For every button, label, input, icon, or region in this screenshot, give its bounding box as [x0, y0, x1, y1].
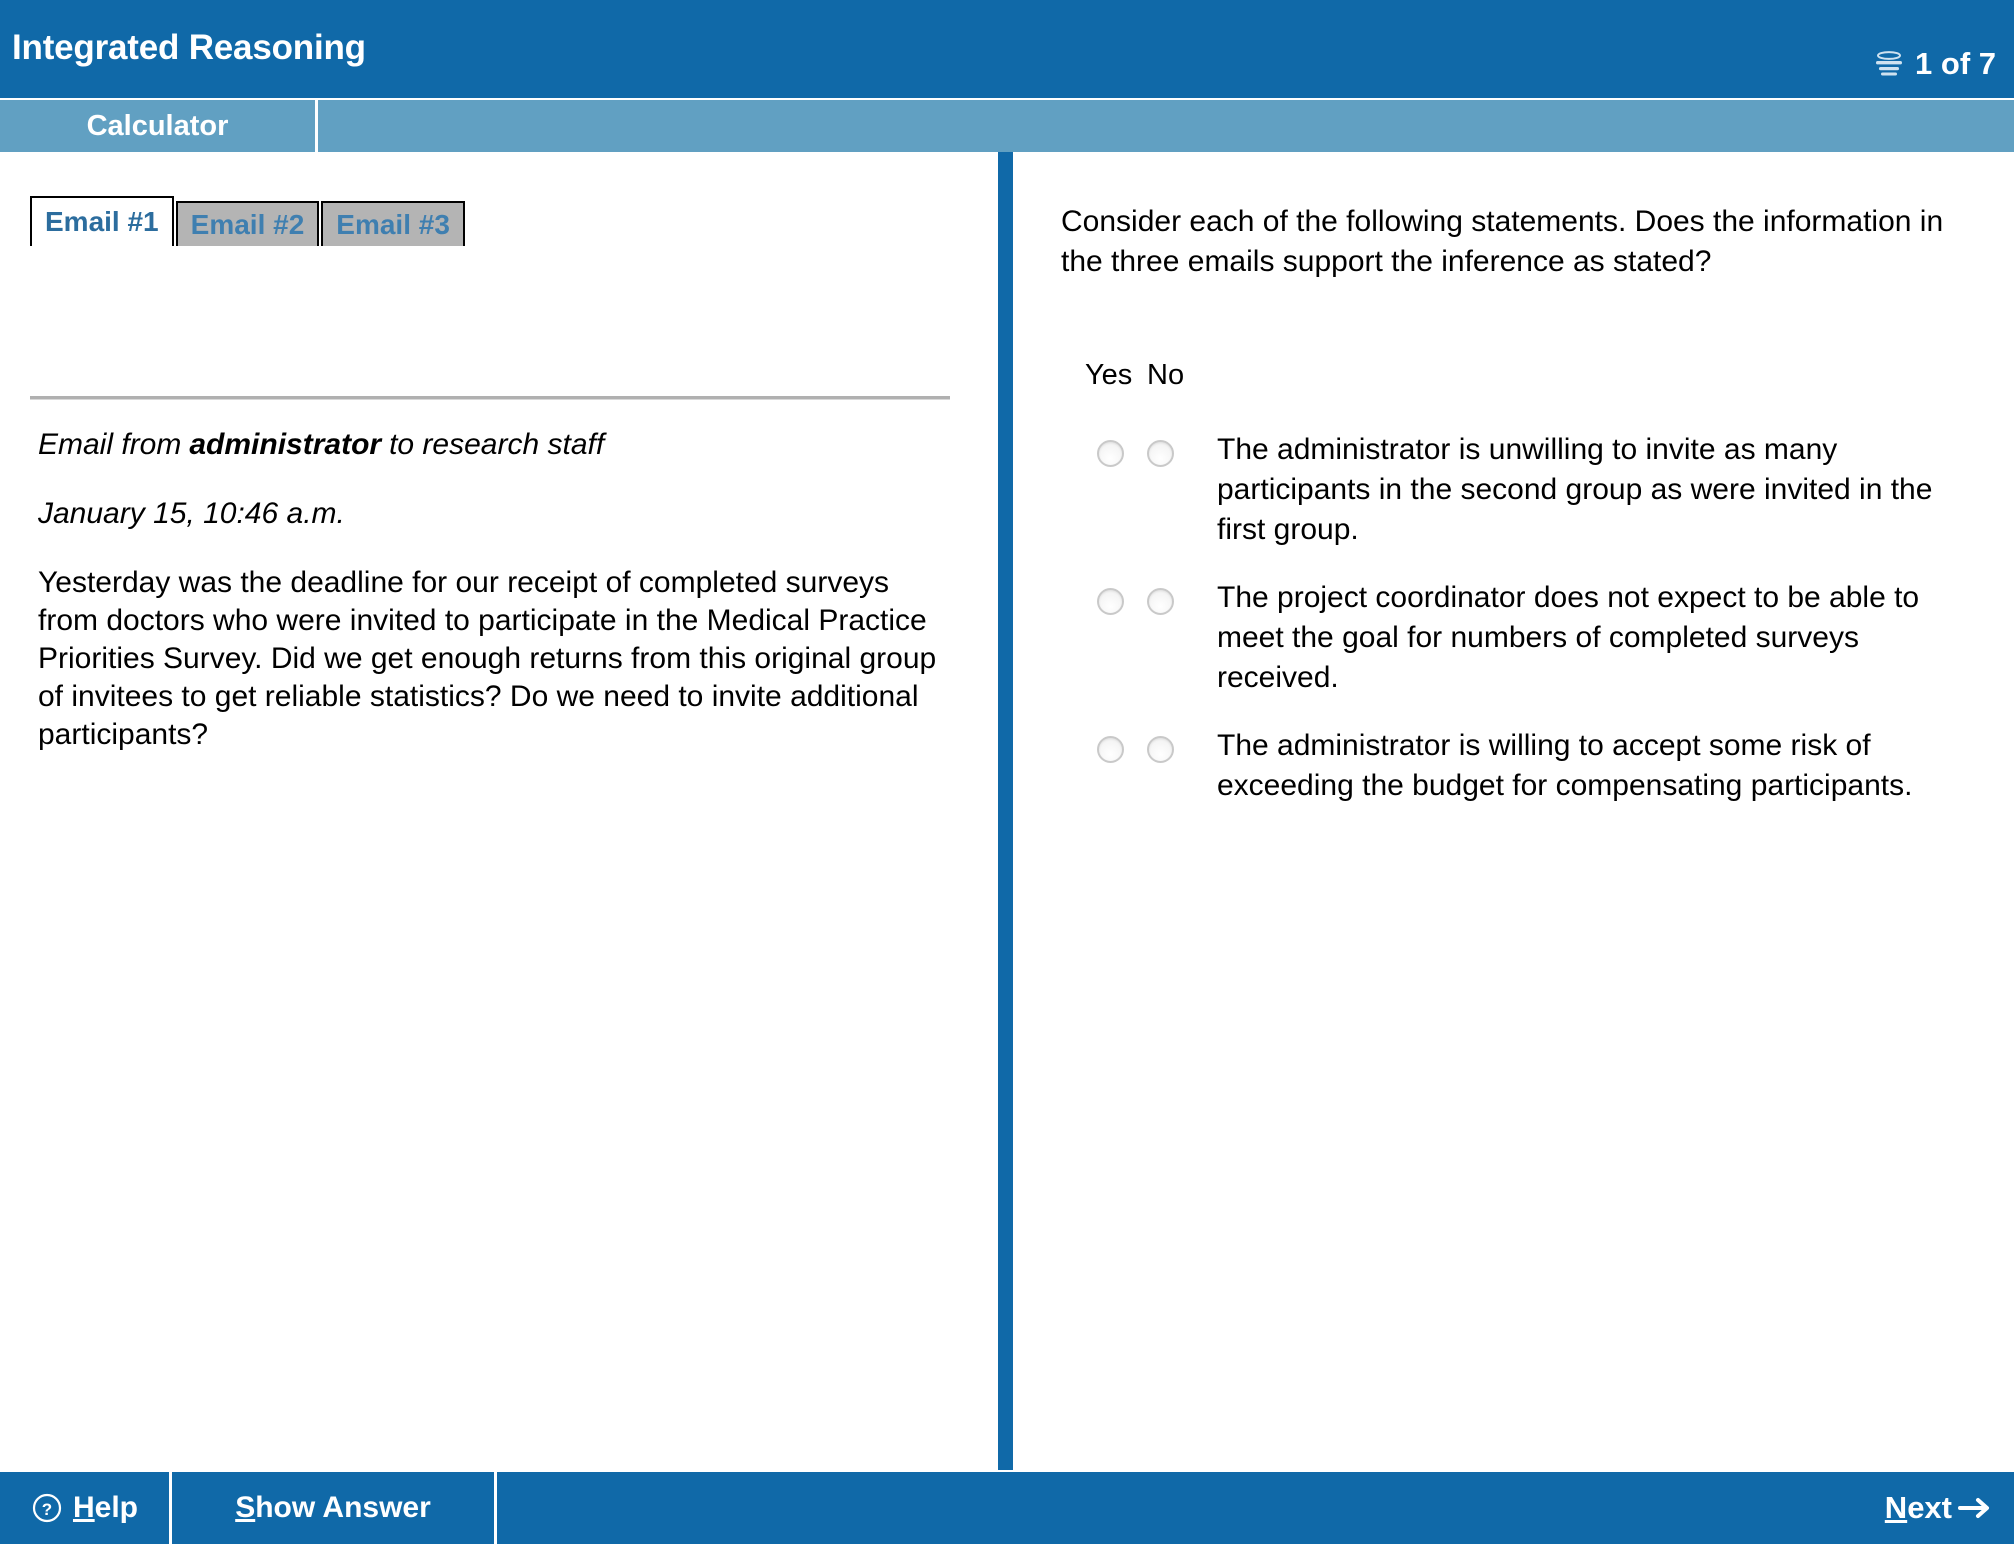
statement-1-no-radio[interactable] [1147, 440, 1174, 467]
email-tab-1[interactable] [30, 196, 174, 246]
email-panel [0, 152, 998, 1470]
statement-1-text: The administrator is unwilling to invite as many participants in the second group as were invited in the first group. [1217, 433, 1933, 546]
email-tab-list [30, 196, 467, 246]
statement-list [1085, 430, 1985, 854]
question-panel [1013, 152, 2014, 1470]
next-accel-char: N [1884, 1490, 1908, 1525]
page-indicator-group [1872, 48, 1996, 79]
app-header [0, 0, 2014, 98]
arrow-right-icon [1958, 1494, 1992, 1522]
email-from-line [38, 428, 604, 462]
show-answer-label [235, 1491, 431, 1525]
help-accel-char: H [72, 1491, 95, 1524]
statement-1-no-cell [1135, 430, 1185, 467]
email-timestamp: January 15, 10:46 a.m. [38, 497, 345, 530]
email-tab-3[interactable] [321, 201, 465, 246]
statement-2-yes-radio[interactable] [1097, 588, 1124, 615]
statement-1-yes-radio[interactable] [1097, 440, 1124, 467]
next-label-rest: ext [1907, 1490, 1952, 1525]
statement-1-yes-cell [1085, 430, 1135, 467]
help-label [73, 1491, 138, 1525]
statement-row [1085, 430, 1985, 550]
show-answer-label-rest: how Answer [255, 1491, 431, 1524]
svg-text:?: ? [41, 1500, 53, 1519]
statement-2-yes-cell [1085, 578, 1135, 615]
statement-3-yes-radio[interactable] [1097, 736, 1124, 763]
email-from-suffix: to research staff [389, 428, 605, 461]
calculator-label: Calculator [86, 109, 229, 142]
show-answer-button[interactable] [172, 1472, 497, 1544]
stack-icon [1872, 51, 1906, 77]
page-title: Integrated Reasoning [12, 28, 366, 67]
next-button[interactable] [1885, 1472, 1992, 1544]
calculator-button[interactable] [0, 100, 318, 152]
email-tab-1-label: Email #1 [45, 206, 159, 237]
question-mark-circle-icon [31, 1492, 63, 1524]
statement-3-yes-cell [1085, 726, 1135, 763]
footer-bar [0, 1472, 2014, 1544]
answer-column-headers [1085, 359, 1225, 392]
toolbar [0, 100, 2014, 152]
help-label-rest: elp [94, 1491, 139, 1524]
email-tab-3-label: Email #3 [336, 208, 450, 240]
email-tab-2[interactable] [176, 201, 320, 246]
footer-left-group [0, 1472, 497, 1544]
statement-2-no-cell [1135, 578, 1185, 615]
next-label [1885, 1490, 1952, 1526]
panel-divider [998, 152, 1013, 1470]
statement-3-no-radio[interactable] [1147, 736, 1174, 763]
statement-3-text: The administrator is willing to accept some risk of exceeding the budget for compensating participants. [1217, 729, 1913, 802]
email-from-sender: administrator [189, 428, 382, 461]
show-answer-accel-char: S [235, 1491, 256, 1524]
help-button[interactable] [0, 1472, 172, 1544]
yes-column-label: Yes [1085, 359, 1133, 391]
question-prompt: Consider each of the following statements. Does the information in the three emails support the inference as stated? [1061, 205, 1944, 278]
email-from-prefix: Email from [38, 428, 182, 461]
statement-2-text: The project coordinator does not expect to be able to meet the goal for numbers of completed surveys received. [1217, 581, 1920, 694]
statement-3-no-cell [1135, 726, 1185, 763]
page-indicator: 1 of 7 [1915, 46, 1996, 81]
email-tab-2-label: Email #2 [190, 208, 305, 240]
tabs-divider-rule [30, 396, 950, 400]
statement-row [1085, 726, 1985, 826]
statement-2-no-radio[interactable] [1147, 588, 1174, 615]
no-column-label: No [1147, 359, 1185, 391]
statement-row [1085, 578, 1985, 698]
email-body-text: Yesterday was the deadline for our receipt of completed surveys from doctors who were invited to participate in the Medical Practice Priorities Survey. Did we get enough returns from this original group of invitees to get reliable statistics? Do we need to invite additional participants? [38, 566, 937, 751]
